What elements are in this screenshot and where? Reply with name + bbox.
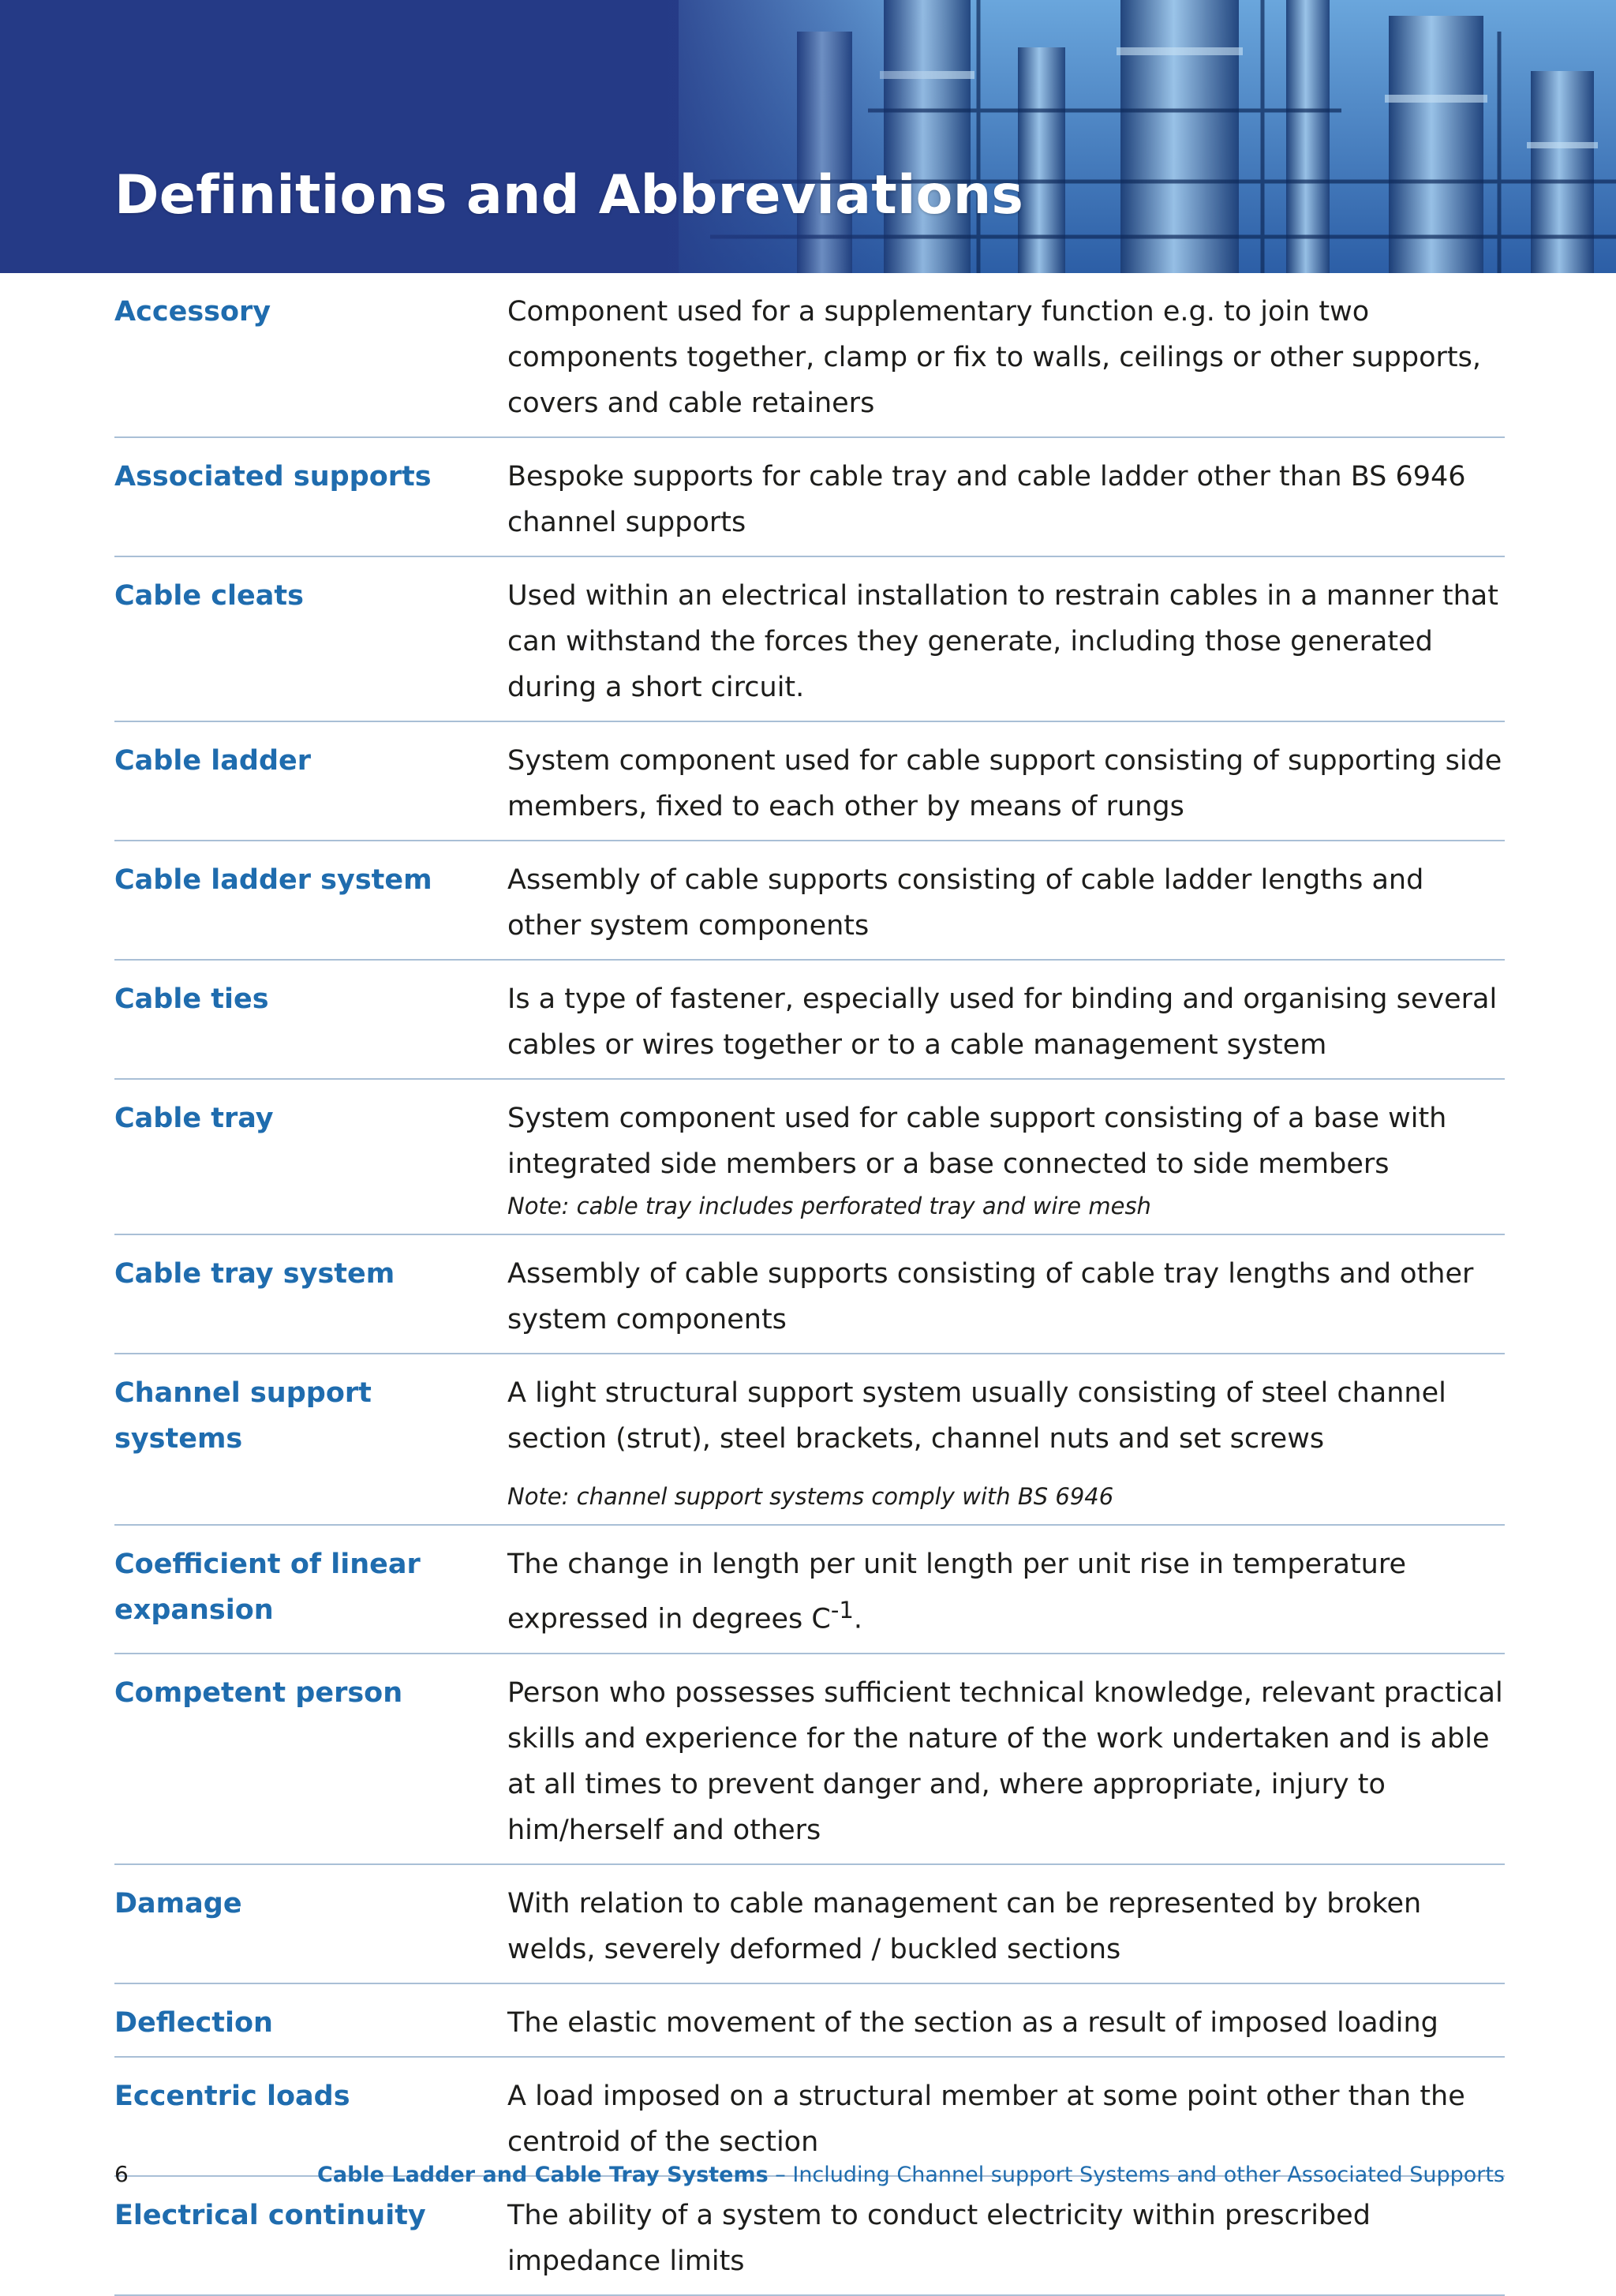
page-footer: [114, 2161, 1505, 2193]
definition-term: Channel support systems: [114, 1377, 372, 1455]
definition-row: [114, 557, 1505, 722]
definition-term: Cable cleats: [114, 580, 304, 612]
definition-row: [114, 438, 1505, 557]
definition-row: [114, 1865, 1505, 1984]
definition-term: Cable ties: [114, 983, 269, 1015]
superscript: -1: [830, 1597, 854, 1624]
definition-row: [114, 1526, 1505, 1654]
definition-description: System component used for cable support consisting of supporting side members, fixed to each other by means of rungs: [507, 745, 1502, 822]
definition-description: Is a type of fastener, especially used for binding and organising several cables or wires together or to a cable management system: [507, 983, 1498, 1061]
definition-term: Coefficient of linear expansion: [114, 1549, 421, 1626]
definition-term: Cable tray system: [114, 1258, 395, 1290]
industrial-plant-photo: [0, 0, 1616, 273]
definition-term: Damage: [114, 1887, 242, 1920]
definition-description: The change in length per unit length per unit rise in temperature expressed in degrees $C^{-1}$.: [507, 1549, 1407, 1635]
definition-text: A light structural support system usually consisting of steel channel section (strut), steel brackets, channel nuts and set screws: [507, 1377, 1446, 1455]
definition-row: [114, 841, 1505, 961]
definition-description: With relation to cable management can be represented by broken welds, severely deformed / buckled sections: [507, 1887, 1422, 1965]
definition-description: [507, 1096, 1505, 1223]
definition-term: Cable ladder system: [114, 864, 432, 896]
definition-description: Person who possesses sufficient technical knowledge, relevant practical skills and experience for the nature of the work undertaken and is able at all times to prevent danger and, where appropriate, injury to him/herself and others: [507, 1676, 1503, 1846]
definition-description: Used within an electrical installation to restrain cables in a manner that can withstand the forces they generate, including those generated during a short circuit.: [507, 580, 1498, 703]
definition-term: Cable tray: [114, 1103, 274, 1134]
definition-note: Note: cable tray includes perforated tray and wire mesh: [507, 1193, 1151, 1219]
footer-title: Cable Ladder and Cable Tray Systems – Including Channel support Systems and other Associated Supports: [317, 2163, 1505, 2187]
definition-description: The ability of a system to conduct electricity within prescribed impedance limits: [507, 2199, 1371, 2277]
definition-description: Bespoke supports for cable tray and cable ladder other than BS 6946 channel supports: [507, 461, 1466, 538]
definition-text: System component used for cable support consisting of a base with integrated side members or a base connected to side members: [507, 1103, 1447, 1180]
definition-row: [114, 273, 1505, 438]
definition-row: [114, 1984, 1505, 2058]
definition-term: Competent person: [114, 1676, 403, 1709]
page-number: 6: [114, 2161, 129, 2187]
definition-row: [114, 961, 1505, 1080]
definition-row: [114, 1080, 1505, 1235]
page-title: Definitions and Abbreviations: [114, 164, 1024, 227]
definition-term: Associated supports: [114, 461, 432, 493]
definition-description: [507, 1370, 1505, 1514]
definition-description: Assembly of cable supports consisting of cable tray lengths and other system components: [507, 1258, 1474, 1335]
definition-term: Cable ladder: [114, 745, 311, 777]
definition-description: Component used for a supplementary function e.g. to join two components together, clamp or fix to walls, ceilings or other supports, covers and cable retainers: [507, 296, 1482, 419]
definition-description: A load imposed on a structural member at some point other than the centroid of the section: [507, 2080, 1465, 2158]
definition-note: Note: channel support systems comply with BS 6946: [507, 1483, 1114, 1510]
definitions-list: [114, 273, 1505, 2296]
definition-description: Assembly of cable supports consisting of cable ladder lengths and other system components: [507, 864, 1424, 942]
definition-term: Electrical continuity: [114, 2199, 426, 2231]
header-banner: [0, 0, 1616, 273]
definition-row: [114, 2058, 1505, 2177]
definition-term: Eccentric loads: [114, 2080, 350, 2112]
definition-term: Accessory: [114, 296, 271, 328]
definition-row: [114, 1235, 1505, 1354]
definition-row: [114, 2177, 1505, 2296]
definition-row: [114, 1354, 1505, 1526]
definition-term: Deflection: [114, 2006, 273, 2039]
definition-row: [114, 722, 1505, 841]
definition-row: [114, 1654, 1505, 1865]
definition-description: The elastic movement of the section as a result of imposed loading: [507, 2006, 1438, 2039]
